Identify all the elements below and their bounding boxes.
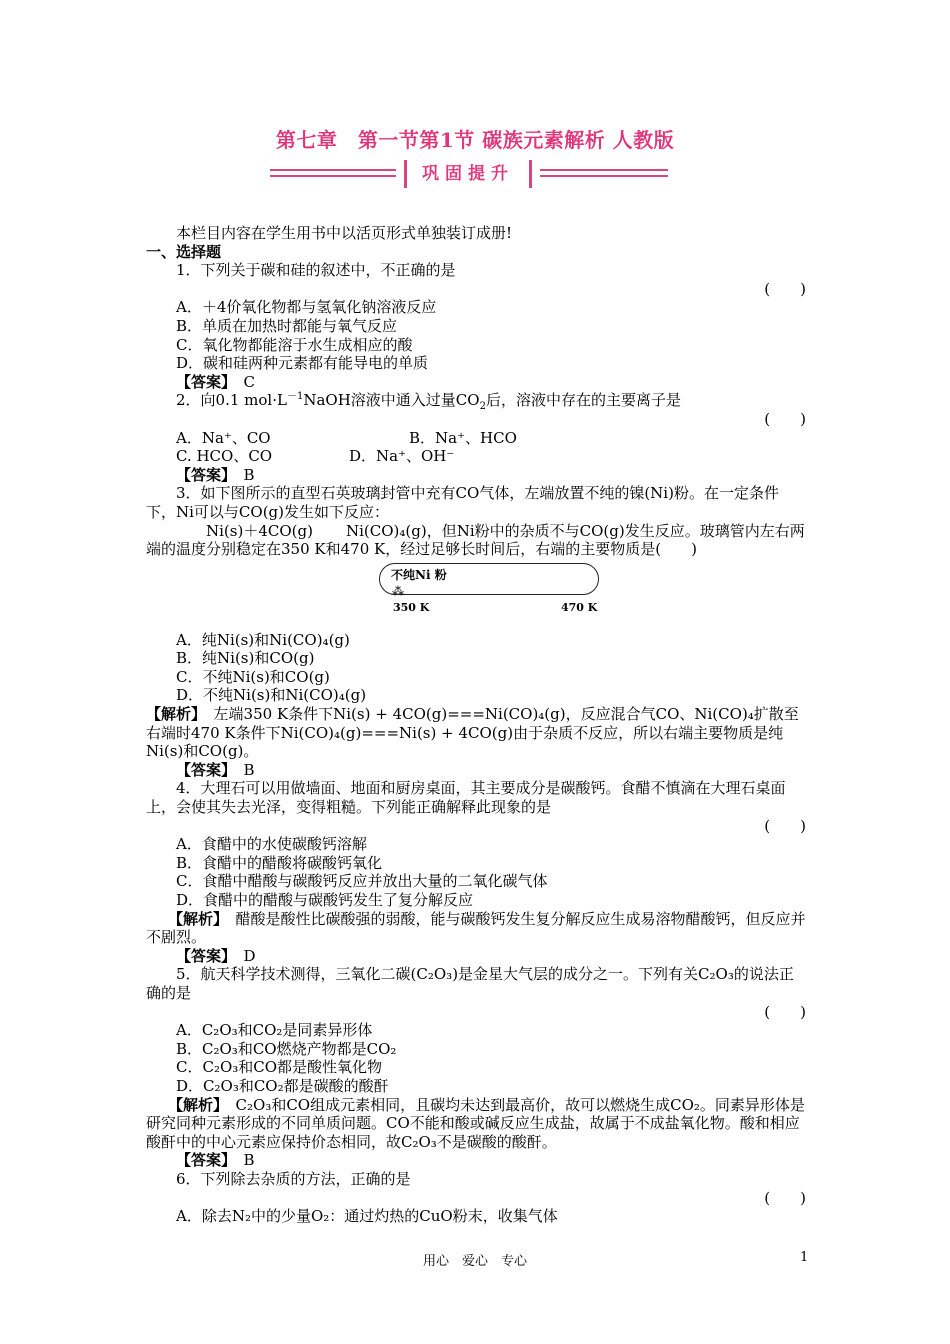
answer-blank: ( ) [764,816,806,835]
answer-line: 【答案】 B [176,465,255,484]
option: B．C₂O₃和CO燃烧产物都是CO₂ [176,1039,397,1058]
answer-line: 【答案】 B [176,1151,255,1170]
document-body [146,224,806,1226]
banner-label: 巩固提升 [404,160,532,188]
answer-value: B [243,760,255,779]
question-6-stem: 6．下列除去杂质的方法，正确的是 [176,1169,411,1188]
option: D．食醋中的醋酸与碳酸钙发生了复分解反应 [176,891,474,909]
question-4-stem: 4．大理石可以用做墙面、地面和厨房桌面，其主要成分是碳酸钙。食醋不慎滴在大理石桌面上，会使其失去光泽，变得粗糙。下列能正确解释此现象的是 [146,779,786,817]
ni-powder-icon: ⁂ [392,583,404,598]
answer-value: B [243,1151,255,1170]
answer-value: D [243,946,256,965]
intro-note: 本栏目内容在学生用书中以活页形式单独装订成册! [176,224,513,242]
option-row [146,429,806,448]
option: B．纯Ni(s)和CO(g) [176,649,315,668]
option: C．食醋中醋酸与碳酸钙反应并放出大量的二氧化碳气体 [176,872,548,891]
question-2-stem: 2．向0.1 $mol\cdot L^{-1}NaOH$溶液中通入过量$CO_2$后，溶液中存在的主要离子是 [176,391,681,413]
option: C. HCO、CO [176,447,273,466]
answer-blank: ( ) [764,409,806,428]
answer-value: B [243,465,255,484]
option: A．C₂O₃和CO₂是同素异形体 [176,1021,373,1040]
page-title: 第七章 第一节第1节 碳族元素解析 人教版 [275,128,675,152]
answer-line: 【答案】 B [176,760,255,779]
answer-line: 【答案】 D [176,946,256,965]
option: B．Na⁺、HCO [409,428,517,447]
option: D．碳和硅两种元素都有能导电的单质 [176,354,429,373]
footer-motto: 用心 爱心 专心 [422,1254,527,1269]
option-row [146,447,806,466]
option: A．食醋中的水使碳酸钙溶解 [176,835,367,854]
option: A．＋4价氧化物都与氢氧化钠溶液反应 [176,298,437,317]
answer-value: C [243,372,256,391]
answer-blank: ( ) [764,1002,806,1021]
option: A．纯Ni(s)和Ni(CO)₄(g) [176,630,350,649]
option: B．单质在加热时都能与氧气反应 [176,316,398,335]
option: C．C₂O₃和CO都是酸性氧化物 [176,1058,383,1077]
question-5-stem: 5．航天科学技术测得，三氧化二碳(C₂O₃)是金星大气层的成分之一。下列有关C₂O₃的说法正确的是 [146,965,794,1002]
tube-label: 不纯Ni 粉 [391,567,447,582]
answer-blank: ( ) [764,1188,806,1207]
right-temperature: 470 K [561,600,598,614]
analysis: 【解析】 左端350 K条件下Ni(s) + 4CO(g)===Ni(CO)₄(g)，反应混合气CO、Ni(CO)₄扩散至右端时470 K条件下Ni(CO)₄(g)===Ni(s) + 4CO(g)由于杂质不反应，所以右端主要物质是纯Ni(s)和CO(g)。 [146,705,799,761]
question-1-stem: 1．下列关于碳和硅的叙述中，不正确的是 [176,261,456,280]
question-3-stem: 3．如下图所示的直型石英玻璃封管中充有CO气体，左端放置不纯的镍(Ni)粉。在一定条件下，Ni可以与CO(g)发生如下反应： [146,484,779,521]
section-heading: 一、选择题 [146,242,222,261]
banner-rule [540,169,668,171]
option: A．除去N₂中的少量O₂：通过灼热的CuO粉末，收集气体 [176,1207,558,1226]
option: C．不纯Ni(s)和CO(g) [176,667,330,686]
banner-rule [270,175,396,177]
banner-rule [270,169,396,171]
reaction-equation: Ni(s)＋4CO(g) Ni(CO)₄(g)，但Ni粉中的杂质不与CO(g)发生反应。玻璃管内左右两端的温度分别稳定在350 K和470 K，经过足够长时间后，右端的主要物质是( ) [146,521,805,559]
option: D．C₂O₃和CO₂都是碳酸的酸酐 [176,1076,389,1095]
section-banner [270,160,668,188]
option: C．氧化物都能溶于水生成相应的酸 [176,335,413,354]
option: A．Na⁺、CO [176,428,271,447]
banner-rule [540,175,668,177]
tube-figure [146,563,806,625]
option: D．Na⁺、OH⁻ [349,447,455,466]
left-temperature: 350 K [393,600,430,614]
analysis: 【解析】 C₂O₃和CO组成元素相同，且碳均未达到最高价，故可以燃烧生成CO₂。同素异形体是研究同种元素形成的不同单质问题。CO不能和酸或碱反应生成盐，故属于不成盐氧化物。酸和相应酸酐中的中心元素应保持价态相同，故C₂O₃不是碳酸的酸酐。 [146,1095,805,1151]
option: B．食醋中的醋酸将碳酸钙氧化 [176,853,383,872]
option: D．不纯Ni(s)和Ni(CO)₄(g) [176,686,367,705]
answer-blank: ( ) [764,279,806,298]
answer-line: 【答案】 C [176,372,256,391]
page-number: 1 [800,1250,809,1265]
analysis: 【解析】 醋酸是酸性比碳酸强的弱酸，能与碳酸钙发生复分解反应生成易溶物醋酸钙，但反应并不剧烈。 [146,909,806,947]
